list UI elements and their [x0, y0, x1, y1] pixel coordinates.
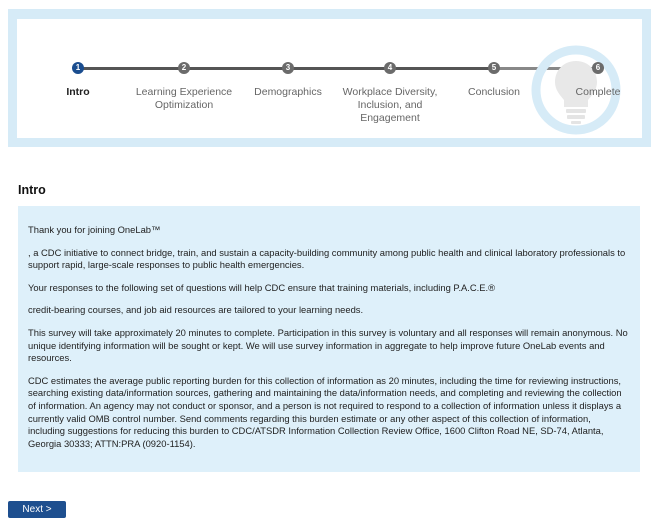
- intro-paragraph: Your responses to the following set of questions will help CDC ensure that training materials, including P.A.C.E.®: [28, 281, 496, 293]
- step-connector: [78, 67, 184, 70]
- step-2-dot: 2: [178, 62, 190, 74]
- step-6-label: Complete: [575, 86, 621, 98]
- step-6-dot: 6: [592, 62, 604, 74]
- intro-paragraph: Thank you for joining OneLab™: [28, 224, 161, 235]
- step-1-label: Intro: [66, 86, 90, 98]
- step-connector: [390, 67, 494, 70]
- intro-paragraph: , a CDC initiative to connect bridge, train, and sustain a capacity-building community among public health and clinical laboratory professionals to support rapid, large-scale responses to public health emergencies.: [28, 246, 626, 271]
- next-button[interactable]: Next >: [8, 501, 66, 518]
- step-3-label: Demographics: [254, 86, 322, 98]
- step-2-label: Learning Experience Optimization: [135, 86, 233, 111]
- step-3-dot: 3: [282, 62, 294, 74]
- step-1-dot: 1: [72, 62, 84, 74]
- progress-stepper: [17, 19, 642, 138]
- intro-paragraph: credit-bearing courses, and job aid resources are tailored to your learning needs.: [28, 304, 364, 316]
- step-5-label: Conclusion: [468, 86, 520, 98]
- progress-stepper-frame: [8, 9, 651, 147]
- step-connector: [288, 67, 390, 70]
- step-4-dot: 4: [384, 62, 396, 74]
- intro-paragraph: This survey will take approximately 20 minutes to complete. Participation in this survey is voluntary and all responses will remain anonymous. No unique identifying information will be sought or kept. We will use survey information in aggregate to help improve future OneLab events and resources.: [28, 326, 628, 364]
- step-5-dot: 5: [488, 62, 500, 74]
- step-4-label: Workplace Diversity, Inclusion, and Engagement: [342, 86, 438, 124]
- step-connector: [184, 67, 288, 70]
- section-title: Intro: [18, 183, 46, 197]
- intro-content: [18, 206, 640, 472]
- burden-statement: CDC estimates the average public reporting burden for this collection of information as 20 minutes, including the time for reviewing instructions, searching existing data/information sources, gathering and maintaining the data/information needs, and completing and reviewing the collection of information. An agency may not conduct or sponsor, and a person is not required to respond to a collection of information unless it displays a currently valid OMB control number. Send comments regarding this burden estimate or any other aspect of this collection of information, including suggestions for reducing this burden to CDC/ATSDR Information Collection Review Office, 1600 Clifton Road NE, SD-74, Atlanta, Georgia 30333; ATTN:PRA (0920-1154).: [28, 374, 622, 449]
